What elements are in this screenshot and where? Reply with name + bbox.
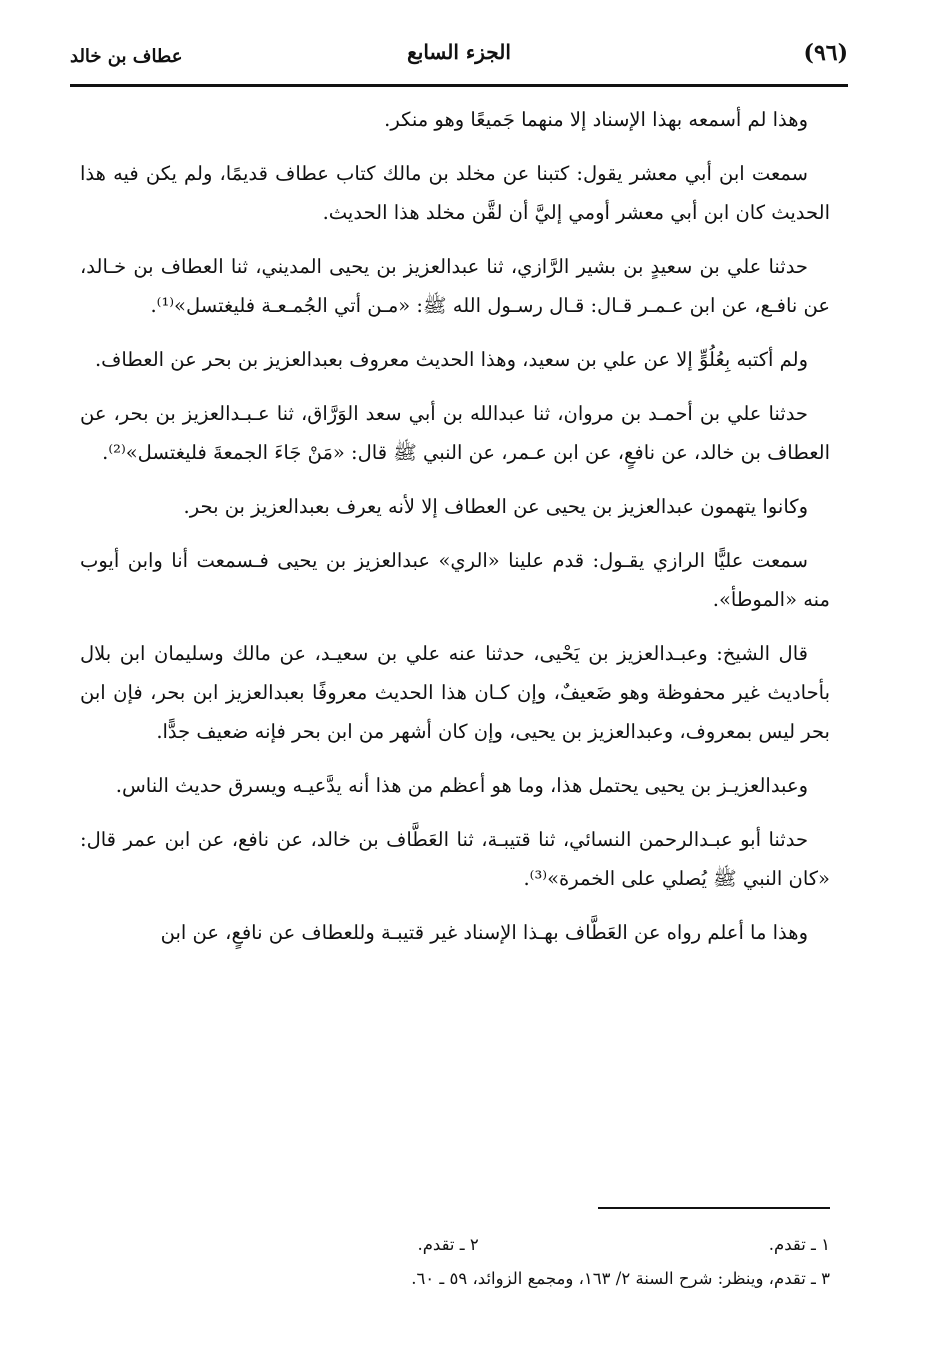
- paragraph: حدثنا علي بن سعيدٍ بن بشير الرَّازي، ثنا عبدالعزيز بن يحيى المديني، ثنا العطاف بن خـالد، عن نافـع، عن ابن عـمـر قـال: قـال رسـول الله ﷺ: «مـن أتي الجُمـعـة فليغتسل»⁽¹⁾.: [80, 255, 830, 317]
- paragraph: سمعت عليًّا الرازي يقـول: قدم علينا «الري» عبدالعزيز بن يحيى فـسمعت أنا وابن أيوب منه «الموطأ».: [80, 549, 830, 611]
- footnote-2: ٢ ـ تقدم.: [417, 1235, 479, 1254]
- paragraph: وهذا ما أعلم رواه عن العَطَّاف بهـذا الإسناد غير قتيبـة وللعطاف عن نافعٍ، عن ابن: [160, 921, 808, 944]
- footnotes: [270, 1228, 830, 1296]
- page-number: (٩٦): [803, 40, 848, 66]
- paragraph: حدثنا علي بن أحمـد بن مروان، ثنا عبدالله بن أبي سعد الوَرَّاق، ثنا عـبـدالعزيز بن بحر، عن العطاف بن خالد، عن نافعٍ، عن ابن عـمر، عن النبي ﷺ قال: «مَنْ جَاءَ الجمعةَ فليغتسل»⁽²⁾.: [80, 402, 830, 464]
- footnote-divider: [598, 1207, 830, 1209]
- footnote-1: ١ ـ تقدم.: [768, 1235, 830, 1254]
- paragraph: وهذا لم أسمعه بهذا الإسناد إلا منهما جَميعًا وهو منكر.: [384, 108, 808, 131]
- main-text: [80, 100, 830, 967]
- header-divider: [70, 84, 848, 87]
- footnote-row: [270, 1262, 830, 1296]
- paragraph: ولم أكتبه بِعُلُوٍّ إلا عن علي بن سعيد، وهذا الحديث معروف بعبدالعزيز بن بحر عن العطاف.: [94, 348, 808, 371]
- paragraph: سمعت ابن أبي معشر يقول: كتبنا عن مخلد بن مالك كتاب عطاف قديمًا، ولم يكن فيه هذا الحديث كان ابن أبي معشر أومي إليَّ أن لقَّن مخلد هذا الحديث.: [80, 162, 830, 224]
- page-header: [70, 36, 848, 84]
- footnote-3: ٣ ـ تقدم، وينظر: شرح السنة ٢/ ١٦٣، ومجمع الزوائد، ٥٩ ـ ٦٠.: [411, 1269, 830, 1288]
- running-subject: عطاف بن خالد: [70, 46, 183, 67]
- paragraph: وكانوا يتهمون عبدالعزيز بن يحيى عن العطاف إلا لأنه يعرف بعبدالعزيز بن بحر.: [183, 495, 808, 518]
- paragraph: وعبدالعزيـز بن يحيى يحتمل هذا، وما هو أعظم من هذا أنه يدَّعيـه ويسرق حديث الناس.: [115, 774, 808, 797]
- running-title: الجزء السابع: [407, 40, 511, 64]
- paragraph: حدثنا أبو عبـدالرحمن النسائي، ثنا قتيبـة، ثنا العَطَّاف بن خالد، عن نافع، عن ابن عمر قال: «كان النبي ﷺ يُصلي على الخمرة»⁽³⁾.: [80, 828, 830, 890]
- footnote-row: [270, 1228, 830, 1262]
- paragraph: قال الشيخ: وعبـدالعزيز بن يَحْيى، حدثنا عنه علي بن سعيـد، عن مالك وسليمان ابن بلال بأحاديث غير محفوظة وهو ضَعيفٌ، وإن كـان هذا الحديث معروفًا بعبدالعزيز ابن بحر، فإن ابن بحر ليس بمعروف، وعبدالعزيز بن يحيى، وإن كان أشهر من ابن بحر فإنه ضعيف جدًّا.: [80, 642, 830, 743]
